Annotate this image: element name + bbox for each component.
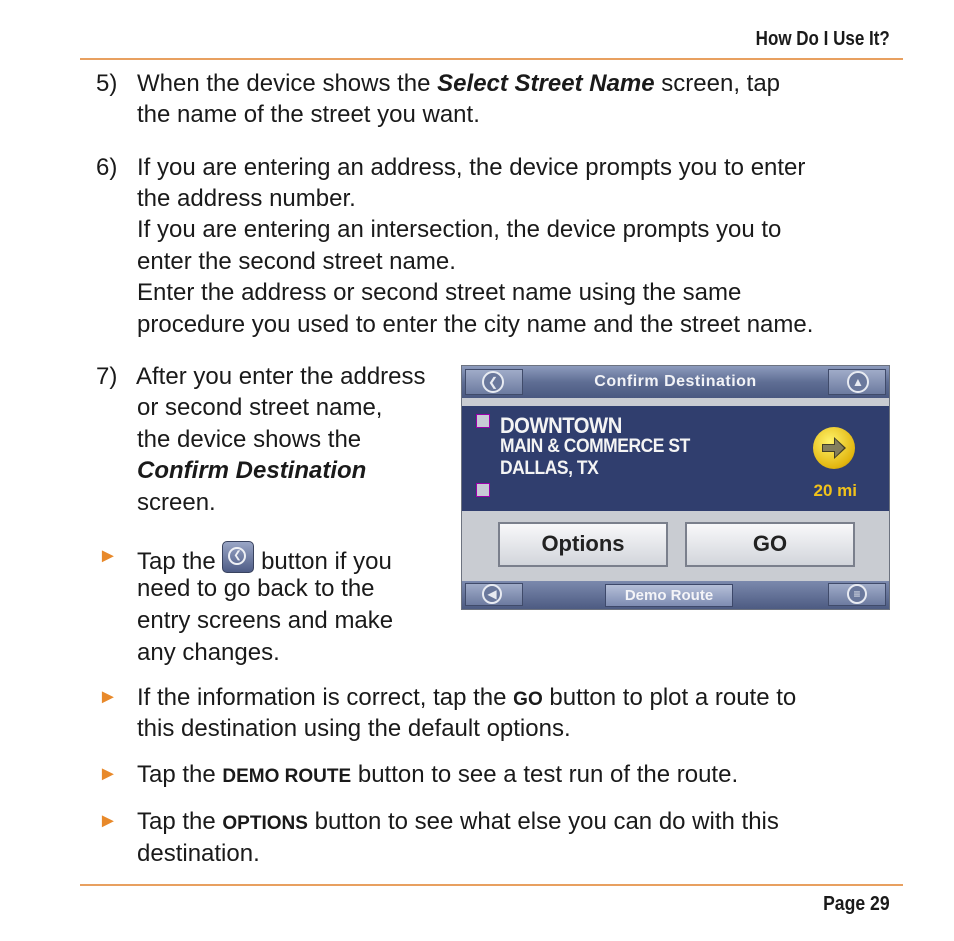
speaker-icon: ◀ bbox=[482, 584, 502, 604]
device-home-button[interactable] bbox=[828, 369, 886, 395]
go-key-label: GO bbox=[513, 689, 543, 710]
select-street-name-term: Select Street Name bbox=[437, 70, 655, 97]
demo-route-button[interactable]: Demo Route bbox=[605, 584, 733, 607]
back-icon: ❮ bbox=[482, 371, 504, 393]
distance-value: 20 mi bbox=[813, 481, 857, 500]
options-key-label: OPTIONS bbox=[222, 813, 308, 834]
step-6-line: If you are entering an address, the device prompts you to enter bbox=[137, 154, 806, 181]
step-7-line: After you enter the address bbox=[136, 363, 426, 390]
destination-line-1: DOWNTOWN bbox=[500, 413, 622, 438]
destination-line-2: MAIN & COMMERCE ST bbox=[500, 436, 690, 457]
bullet-arrow-icon: ► bbox=[98, 686, 118, 708]
step-6-line: procedure you used to enter the city name and the street name. bbox=[137, 311, 814, 338]
demo-route-key-label: DEMO ROUTE bbox=[222, 766, 352, 787]
bullet-options-line-1: Tap the OPTIONS button to see what else you can do with this bbox=[137, 808, 779, 835]
bullet-back-line-1: Tap the ❮ button if you bbox=[137, 541, 392, 578]
header-rule bbox=[80, 58, 903, 60]
step-6-line: Enter the address or second street name using the same bbox=[137, 279, 742, 306]
confirm-destination-screenshot bbox=[461, 365, 890, 610]
bullet-options-line-2: destination. bbox=[137, 840, 260, 867]
page-number: Page 29 bbox=[823, 893, 890, 915]
step-6-line: the address number. bbox=[137, 185, 356, 212]
page-header-title: How Do I Use It? bbox=[755, 28, 890, 50]
flag-icon bbox=[476, 414, 490, 428]
bullet-back-line: entry screens and make bbox=[137, 607, 394, 634]
go-button[interactable]: GO bbox=[685, 522, 855, 567]
bullet-back-line: any changes. bbox=[137, 639, 280, 666]
step-5-line-1: When the device shows the Select Street Name screen, tap bbox=[137, 70, 781, 97]
confirm-destination-term: Confirm Destination bbox=[137, 457, 367, 484]
step-5-number: 5) bbox=[96, 70, 118, 97]
destination-panel bbox=[462, 406, 889, 511]
step-7-line: the device shows the bbox=[137, 426, 362, 453]
step-7-line: or second street name, bbox=[137, 394, 383, 421]
step-7-number: 7) bbox=[96, 363, 118, 390]
destination-line-3: DALLAS, TX bbox=[500, 458, 599, 479]
bullet-demo-line: Tap the DEMO ROUTE button to see a test run of the route. bbox=[137, 761, 739, 788]
bullet-go-line-1: If the information is correct, tap the GO button to plot a route to bbox=[137, 684, 797, 711]
bullet-go-line-2: this destination using the default options. bbox=[137, 715, 571, 742]
bullet-arrow-icon: ► bbox=[98, 763, 118, 785]
phone-icon bbox=[476, 483, 490, 497]
bullet-back-line: need to go back to the bbox=[137, 575, 375, 602]
bullet-arrow-icon: ► bbox=[98, 545, 118, 567]
device-title-bar bbox=[462, 366, 889, 398]
step-5-line-2: the name of the street you want. bbox=[137, 101, 480, 128]
menu-icon: ≡ bbox=[847, 584, 867, 604]
step-6-line: If you are entering an intersection, the device prompts you to bbox=[137, 216, 782, 243]
footer-rule bbox=[80, 884, 903, 886]
bullet-arrow-icon: ► bbox=[98, 810, 118, 832]
options-button[interactable]: Options bbox=[498, 522, 668, 567]
device-bottom-bar bbox=[462, 581, 889, 609]
step-6-line: enter the second street name. bbox=[137, 248, 456, 275]
device-screen-title: Confirm Destination bbox=[594, 373, 757, 390]
menu-button[interactable] bbox=[828, 583, 886, 606]
step-7-line: screen. bbox=[137, 489, 216, 516]
up-icon: ▲ bbox=[847, 371, 869, 393]
direction-arrow-icon bbox=[813, 427, 855, 469]
step-6-number: 6) bbox=[96, 154, 118, 181]
back-button-icon: ❮ bbox=[222, 541, 254, 573]
volume-button[interactable] bbox=[465, 583, 523, 606]
